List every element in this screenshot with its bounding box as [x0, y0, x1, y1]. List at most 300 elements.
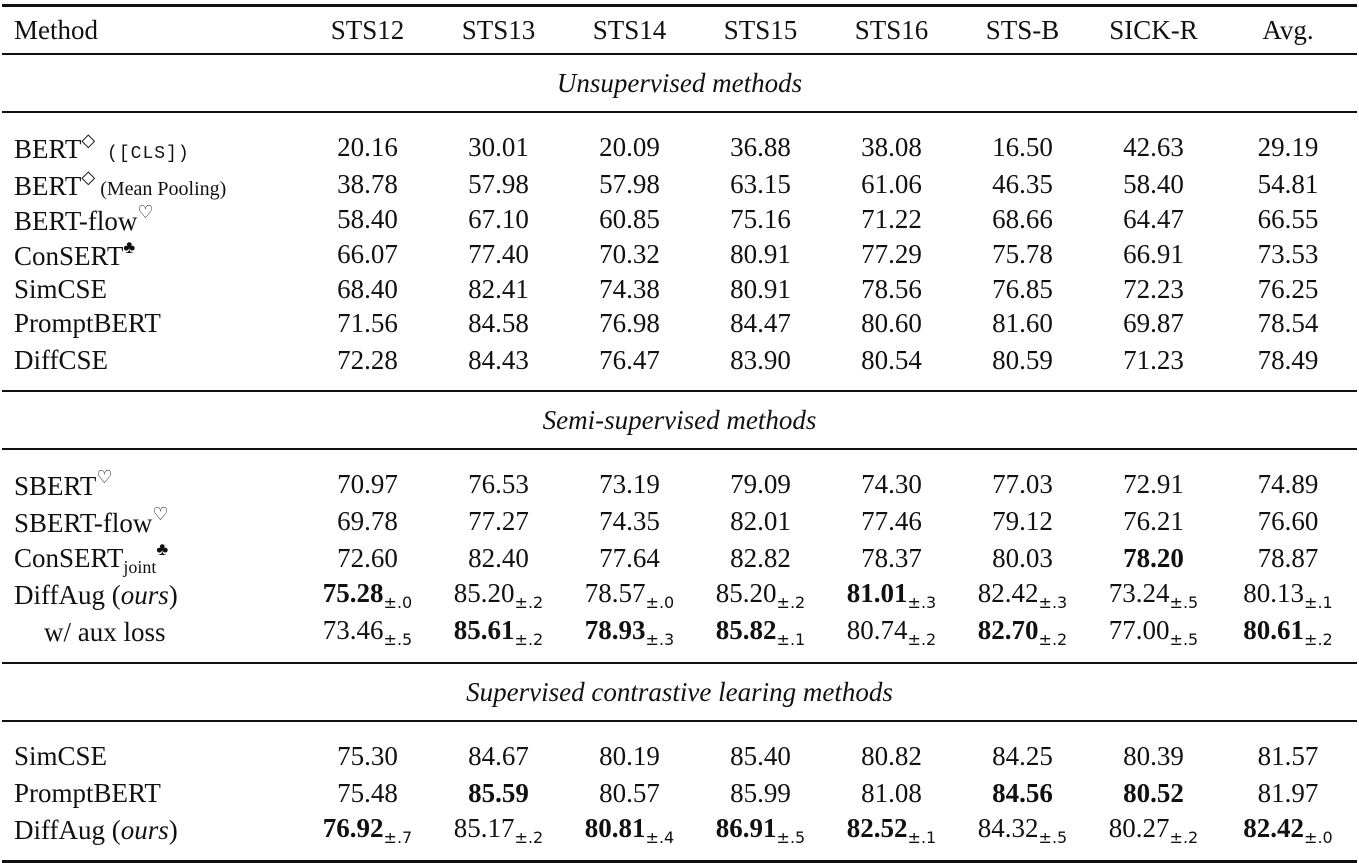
score-cell [695, 612, 826, 663]
score-cell [302, 340, 433, 391]
score-cell [564, 272, 695, 306]
score-cell [695, 776, 826, 810]
table-row [2, 612, 1357, 663]
score-value: 80.03 [992, 543, 1053, 573]
score-value: 77.64 [599, 543, 660, 573]
score-cell [957, 449, 1088, 504]
score-cell [695, 721, 826, 776]
section-header-row [2, 391, 1357, 449]
score-value: 80.54 [861, 344, 922, 375]
score-std: ±.2 [514, 593, 544, 612]
score-value: 66.91 [1123, 239, 1184, 269]
score-value: 20.09 [599, 131, 660, 162]
score-cell [302, 306, 433, 340]
score-value: 63.15 [730, 169, 791, 199]
score-cell [695, 578, 826, 612]
method-superscript-symbol: ♣ [156, 539, 169, 559]
score-value: 54.81 [1257, 169, 1319, 199]
score-value: 80.52 [1123, 777, 1184, 808]
score-cell [695, 237, 826, 272]
score-value: 76.98 [599, 307, 660, 338]
score-value: 72.23 [1123, 273, 1184, 304]
score-value: 84.58 [468, 307, 529, 338]
method-name-cell [2, 306, 302, 340]
score-cell [433, 306, 564, 340]
score-cell [564, 340, 695, 391]
score-cell [957, 810, 1088, 862]
column-header: STS16 [826, 6, 957, 55]
score-value: 82.52 [846, 813, 908, 843]
score-value: 74.38 [599, 273, 660, 304]
score-value: 78.20 [1123, 543, 1184, 573]
method-name: SimCSE [14, 740, 108, 771]
score-value: 77.27 [468, 506, 529, 536]
method-name: ConSERT [14, 241, 124, 271]
score-cell [302, 539, 433, 578]
table-row [2, 449, 1357, 504]
score-cell [826, 612, 957, 663]
score-value: 84.25 [992, 740, 1053, 771]
score-cell [1219, 340, 1357, 391]
score-value: 73.53 [1257, 239, 1319, 269]
score-value: 38.78 [337, 169, 398, 199]
method-name: SimCSE [14, 273, 108, 304]
score-cell [957, 539, 1088, 578]
score-value: 61.06 [861, 169, 922, 199]
score-std: ±.3 [645, 630, 675, 649]
score-value: 82.41 [468, 273, 529, 304]
method-name: PromptBERT [14, 777, 161, 808]
method-name-cell [2, 167, 302, 202]
score-cell [302, 272, 433, 306]
score-std: ±.3 [907, 593, 937, 612]
score-cell [826, 449, 957, 504]
score-cell [302, 776, 433, 810]
score-std: ±.1 [1304, 593, 1333, 612]
score-value: 69.78 [337, 506, 398, 536]
score-cell [826, 167, 957, 202]
score-cell [1088, 202, 1219, 237]
score-value: 79.12 [992, 506, 1053, 536]
score-cell [564, 202, 695, 237]
score-value: 16.50 [992, 131, 1053, 162]
score-cell [1219, 112, 1357, 167]
score-cell [1219, 449, 1357, 504]
score-value: 71.22 [861, 204, 922, 234]
score-std: ±.2 [776, 593, 806, 612]
score-cell [1219, 272, 1357, 306]
score-cell [1219, 810, 1357, 862]
score-value: 72.91 [1123, 468, 1184, 499]
method-name: DiffCSE [14, 344, 109, 375]
method-superscript-symbol: ♡ [137, 202, 154, 222]
score-cell [564, 776, 695, 810]
score-cell [1088, 612, 1219, 663]
method-name-close: ) [168, 814, 178, 845]
score-value: 76.60 [1257, 506, 1319, 536]
score-cell [695, 202, 826, 237]
score-value: 76.21 [1123, 506, 1184, 536]
score-value: 77.03 [992, 468, 1053, 499]
score-value: 80.39 [1123, 740, 1184, 771]
score-cell [957, 272, 1088, 306]
score-value: 69.87 [1123, 307, 1184, 338]
score-value: 80.91 [730, 273, 791, 304]
section-title: Unsupervised methods [2, 54, 1357, 112]
method-name: BERT-flow [14, 206, 138, 236]
score-cell [564, 449, 695, 504]
score-value: 81.60 [992, 307, 1053, 338]
score-std: ±.5 [776, 828, 806, 847]
score-cell [433, 272, 564, 306]
method-name: w/ aux loss [44, 616, 166, 647]
score-value: 78.56 [861, 273, 922, 304]
score-std: ±.5 [383, 630, 413, 649]
score-value: 85.61 [453, 615, 515, 645]
method-name-italic: ours [120, 579, 169, 610]
score-cell [1219, 504, 1357, 539]
method-suffix: (Mean Pooling) [95, 178, 227, 200]
score-value: 80.60 [861, 307, 922, 338]
score-cell [826, 237, 957, 272]
score-value: 80.91 [730, 239, 791, 269]
table-row [2, 776, 1357, 810]
score-value: 67.10 [468, 204, 529, 234]
score-cell [564, 578, 695, 612]
score-cell [826, 721, 957, 776]
score-cell [957, 578, 1088, 612]
method-name-italic: ours [120, 814, 169, 845]
method-name-cell [2, 504, 302, 539]
score-cell [302, 578, 433, 612]
score-cell [302, 449, 433, 504]
score-cell [826, 504, 957, 539]
score-cell [957, 167, 1088, 202]
method-name-cell [2, 776, 302, 810]
section-title: Semi-supervised methods [2, 391, 1357, 449]
score-cell [1219, 167, 1357, 202]
score-value: 75.28 [322, 578, 384, 608]
score-std: ±.2 [514, 828, 544, 847]
score-value: 84.32 [977, 813, 1039, 843]
score-cell [433, 237, 564, 272]
score-cell [564, 539, 695, 578]
score-std: ±.5 [1169, 630, 1199, 649]
score-cell [957, 202, 1088, 237]
score-cell [433, 504, 564, 539]
score-value: 82.01 [730, 506, 791, 536]
score-cell [1088, 112, 1219, 167]
score-cell [826, 776, 957, 810]
score-value: 58.40 [337, 204, 398, 234]
score-std: ±.7 [383, 828, 413, 847]
table-row [2, 504, 1357, 539]
score-value: 80.57 [599, 777, 660, 808]
score-cell [433, 612, 564, 663]
method-superscript-symbol: ◇ [81, 129, 96, 150]
method-name-cell [2, 539, 302, 578]
method-name: SBERT-flow [14, 508, 153, 538]
score-cell [1219, 202, 1357, 237]
score-cell [826, 202, 957, 237]
score-cell [1088, 578, 1219, 612]
column-header: STS13 [433, 6, 564, 55]
method-name-cell [2, 449, 302, 504]
score-cell [1219, 539, 1357, 578]
score-std: ±.1 [776, 630, 806, 649]
score-cell [302, 612, 433, 663]
score-cell [564, 612, 695, 663]
score-value: 71.56 [337, 307, 398, 338]
score-value: 78.57 [584, 578, 646, 608]
score-std: ±.2 [514, 630, 544, 649]
score-std: ±.2 [1304, 630, 1333, 649]
score-value: 75.16 [730, 204, 791, 234]
method-name-cell [2, 578, 302, 612]
score-cell [826, 306, 957, 340]
score-value: 84.43 [468, 344, 529, 375]
table-row [2, 306, 1357, 340]
score-std: ±.0 [1304, 828, 1333, 847]
table-row [2, 237, 1357, 272]
score-cell [1088, 237, 1219, 272]
score-value: 57.98 [599, 169, 660, 199]
score-value: 78.49 [1257, 344, 1319, 375]
score-value: 64.47 [1123, 204, 1184, 234]
score-value: 83.90 [730, 344, 791, 375]
method-name-cell [2, 612, 302, 663]
score-value: 80.82 [861, 740, 922, 771]
score-cell [957, 112, 1088, 167]
score-value: 75.48 [337, 777, 398, 808]
score-cell [433, 578, 564, 612]
score-cell [433, 776, 564, 810]
score-value: 77.46 [861, 506, 922, 536]
table-row [2, 539, 1357, 578]
score-value: 78.37 [861, 543, 922, 573]
column-header: STS-B [957, 6, 1088, 55]
score-cell [826, 112, 957, 167]
score-cell [695, 810, 826, 862]
score-value: 60.85 [599, 204, 660, 234]
score-cell [1088, 340, 1219, 391]
score-cell [695, 272, 826, 306]
score-value: 78.54 [1257, 307, 1319, 338]
results-table [2, 4, 1357, 863]
method-name-cell [2, 202, 302, 237]
score-value: 82.82 [730, 543, 791, 573]
score-cell [695, 504, 826, 539]
column-header: STS12 [302, 6, 433, 55]
score-value: 85.99 [730, 777, 791, 808]
score-cell [695, 167, 826, 202]
score-value: 80.19 [599, 740, 660, 771]
score-value: 84.67 [468, 740, 529, 771]
method-subscript: joint [123, 557, 157, 577]
score-value: 73.46 [322, 615, 384, 645]
score-cell [957, 340, 1088, 391]
score-value: 82.42 [977, 578, 1039, 608]
section-title: Supervised contrastive learing methods [2, 663, 1357, 721]
score-value: 80.61 [1243, 615, 1305, 645]
score-cell [1088, 167, 1219, 202]
score-cell [302, 202, 433, 237]
table-row [2, 721, 1357, 776]
score-value: 85.59 [468, 777, 529, 808]
score-value: 82.42 [1243, 813, 1305, 843]
score-cell [695, 306, 826, 340]
score-cell [826, 539, 957, 578]
score-value: 66.07 [337, 239, 398, 269]
score-std: ±.3 [1038, 593, 1068, 612]
score-cell [433, 112, 564, 167]
score-cell [826, 810, 957, 862]
score-value: 76.92 [322, 813, 384, 843]
score-value: 85.20 [715, 578, 777, 608]
score-cell [957, 776, 1088, 810]
score-cell [302, 167, 433, 202]
score-value: 78.87 [1257, 543, 1319, 573]
score-value: 77.29 [861, 239, 922, 269]
score-cell [564, 167, 695, 202]
score-value: 85.40 [730, 740, 791, 771]
method-name: BERT [14, 171, 82, 201]
score-std: ±.2 [1038, 630, 1068, 649]
score-cell [1088, 449, 1219, 504]
method-name: DiffAug ( [14, 579, 121, 610]
score-value: 80.81 [584, 813, 646, 843]
score-value: 68.40 [337, 273, 398, 304]
score-cell [1088, 504, 1219, 539]
score-value: 76.47 [599, 344, 660, 375]
table-row [2, 112, 1357, 167]
score-value: 76.85 [992, 273, 1053, 304]
score-std: ±.0 [383, 593, 413, 612]
score-value: 76.53 [468, 468, 529, 499]
score-value: 86.91 [715, 813, 777, 843]
table-row [2, 272, 1357, 306]
score-cell [302, 504, 433, 539]
score-cell [302, 810, 433, 862]
score-value: 74.30 [861, 468, 922, 499]
score-value: 85.20 [453, 578, 515, 608]
score-cell [302, 112, 433, 167]
table-row [2, 202, 1357, 237]
score-cell [1088, 306, 1219, 340]
column-header: STS14 [564, 6, 695, 55]
score-cell [564, 306, 695, 340]
score-cell [1219, 306, 1357, 340]
score-value: 29.19 [1257, 131, 1319, 162]
score-cell [1219, 578, 1357, 612]
score-cell [433, 721, 564, 776]
score-cell [957, 612, 1088, 663]
section-header-row [2, 54, 1357, 112]
score-value: 85.82 [715, 615, 777, 645]
score-value: 82.40 [468, 543, 529, 573]
score-std: ±.0 [645, 593, 675, 612]
method-name-cell [2, 112, 302, 167]
score-value: 74.35 [599, 506, 660, 536]
score-cell [564, 112, 695, 167]
score-cell [1088, 776, 1219, 810]
score-value: 77.00 [1108, 615, 1170, 645]
score-value: 76.25 [1257, 273, 1319, 304]
column-header: Avg. [1219, 6, 1357, 55]
score-cell [302, 237, 433, 272]
method-name: ConSERT [14, 543, 124, 573]
score-std: ±.2 [1169, 828, 1199, 847]
table-row [2, 340, 1357, 391]
score-cell [826, 340, 957, 391]
score-value: 72.28 [337, 344, 398, 375]
score-std: ±.5 [1038, 828, 1068, 847]
score-value: 42.63 [1123, 131, 1184, 162]
score-cell [564, 810, 695, 862]
method-name-close: ) [168, 579, 178, 610]
score-value: 85.17 [453, 813, 515, 843]
score-value: 30.01 [468, 131, 529, 162]
score-value: 80.74 [846, 615, 908, 645]
score-cell [695, 449, 826, 504]
score-value: 82.70 [977, 615, 1039, 645]
score-cell [433, 340, 564, 391]
score-value: 72.60 [337, 543, 398, 573]
score-value: 70.97 [337, 468, 398, 499]
score-value: 20.16 [337, 131, 398, 162]
score-cell [302, 721, 433, 776]
score-value: 79.09 [730, 468, 791, 499]
score-cell [1088, 272, 1219, 306]
score-cell [826, 272, 957, 306]
score-value: 58.40 [1123, 169, 1184, 199]
header-row [2, 6, 1357, 55]
score-value: 71.23 [1123, 344, 1184, 375]
score-cell [957, 504, 1088, 539]
section-header-row [2, 663, 1357, 721]
method-superscript-symbol: ◇ [81, 167, 96, 187]
score-value: 84.56 [992, 777, 1053, 808]
score-value: 80.59 [992, 344, 1053, 375]
score-value: 81.08 [861, 777, 922, 808]
score-value: 36.88 [730, 131, 791, 162]
method-name: DiffAug ( [14, 814, 121, 845]
score-value: 75.30 [337, 740, 398, 771]
method-name: SBERT [14, 470, 97, 501]
table-row [2, 810, 1357, 862]
score-value: 78.93 [584, 615, 646, 645]
score-cell [957, 721, 1088, 776]
score-std: ±.4 [645, 828, 675, 847]
method-superscript-symbol: ♡ [96, 466, 113, 487]
score-value: 73.24 [1108, 578, 1170, 608]
score-value: 57.98 [468, 169, 529, 199]
method-name-cell [2, 340, 302, 391]
score-value: 80.13 [1243, 578, 1305, 608]
method-name-cell [2, 272, 302, 306]
score-value: 81.57 [1257, 740, 1319, 771]
score-value: 66.55 [1257, 204, 1319, 234]
column-header: SICK-R [1088, 6, 1219, 55]
table-row [2, 578, 1357, 612]
method-suffix: ([CLS]) [95, 143, 190, 164]
column-header: STS15 [695, 6, 826, 55]
score-cell [1088, 810, 1219, 862]
method-superscript-symbol: ♡ [152, 504, 169, 524]
score-cell [1088, 539, 1219, 578]
score-value: 73.19 [599, 468, 660, 499]
score-value: 74.89 [1257, 468, 1319, 499]
